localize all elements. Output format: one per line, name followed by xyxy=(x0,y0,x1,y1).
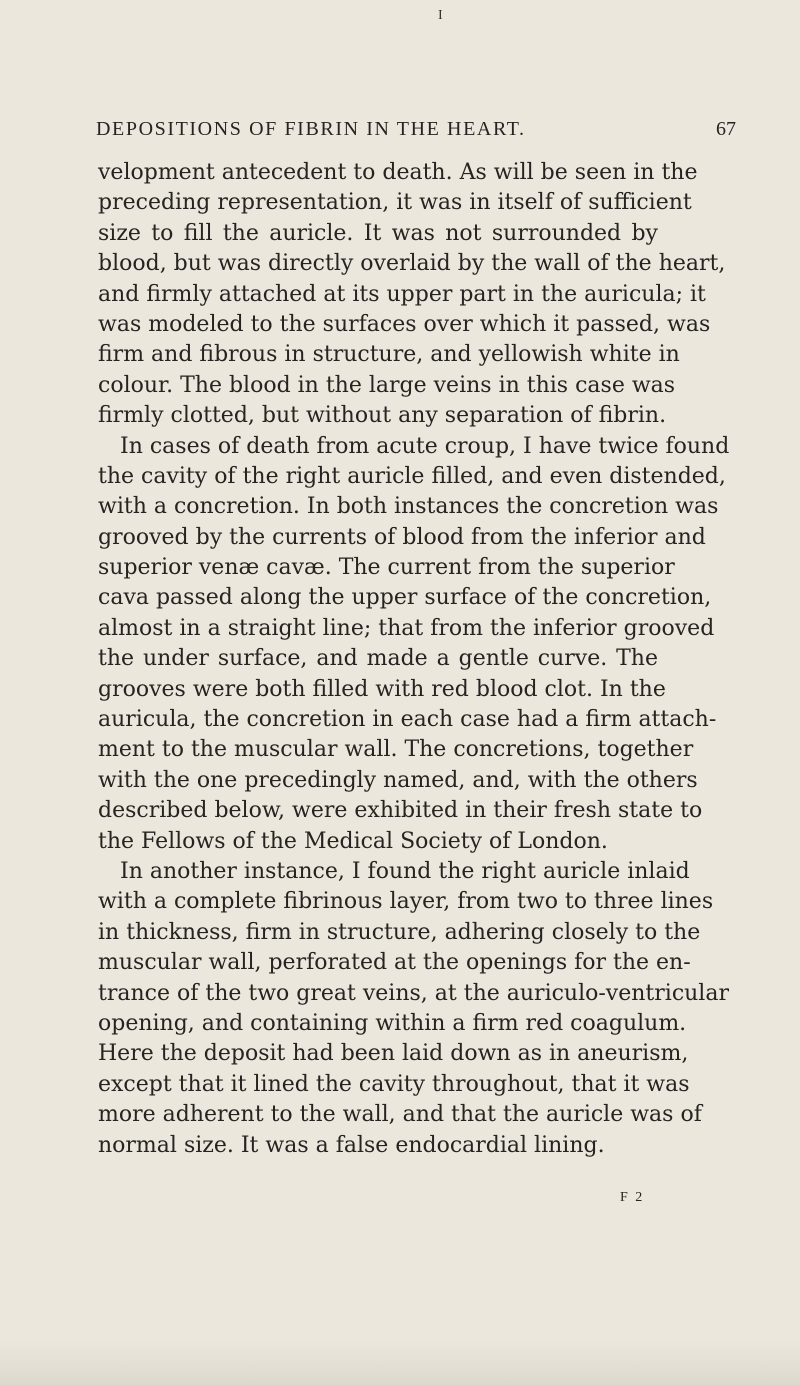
text-line: superior venæ cavæ. The current from the superior xyxy=(98,555,675,581)
text-line: cava passed along the upper surface of the concretion, xyxy=(98,585,712,611)
running-title: DEPOSITIONS OF FIBRIN IN THE HEART. xyxy=(96,118,526,140)
top-mark: I xyxy=(438,8,443,23)
text-line: the under surface, and made a gentle curve. The xyxy=(98,646,658,672)
text-line: almost in a straight line; that from the inferior grooved xyxy=(98,615,715,641)
text-line: opening, and containing within a firm red coagulum. xyxy=(98,1010,687,1036)
text-line: with a concretion. In both instances the concretion was xyxy=(98,494,719,520)
text-line: muscular wall, perforated at the openings for the en- xyxy=(98,950,691,976)
page-number: 67 xyxy=(716,118,736,140)
text-line: In another instance, I found the right auricle inlaid xyxy=(120,858,690,884)
text-line: blood, but was directly overlaid by the wall of the heart, xyxy=(98,251,726,277)
page-edge-shadow xyxy=(0,1340,800,1385)
text-line: normal size. It was a false endocardial lining. xyxy=(98,1132,605,1158)
text-line: the Fellows of the Medical Society of London. xyxy=(98,828,608,854)
text-line: described below, were exhibited in their fresh state to xyxy=(98,798,703,824)
text-line: was modeled to the surfaces over which it passed, was xyxy=(98,311,711,337)
text-line: Here the deposit had been laid down as in aneurism, xyxy=(98,1041,689,1067)
text-line: except that it lined the cavity throughout, that it was xyxy=(98,1071,690,1097)
text-line: In cases of death from acute croup, I have twice found xyxy=(120,433,730,459)
body-text xyxy=(98,158,730,1161)
text-line: auricula, the concretion in each case had a firm attach- xyxy=(98,707,717,733)
text-line: ment to the muscular wall. The concretions, together xyxy=(98,737,694,763)
text-line: the cavity of the right auricle filled, and even distended, xyxy=(98,463,726,489)
text-line: with the one precedingly named, and, with the others xyxy=(98,767,698,793)
text-line: firm and fibrous in structure, and yellowish white in xyxy=(98,342,680,368)
text-line: grooves were both filled with red blood clot. In the xyxy=(98,676,666,702)
text-line: trance of the two great veins, at the auriculo-ventricular xyxy=(98,980,729,1006)
text-line: with a complete fibrinous layer, from two to three lines xyxy=(98,889,714,915)
text-line: and firmly attached at its upper part in the auricula; it xyxy=(98,281,706,307)
text-line: velopment antecedent to death. As will be seen in the xyxy=(98,160,698,185)
text-line: size to fill the auricle. It was not surrounded by xyxy=(98,220,658,246)
text-line: grooved by the currents of blood from the inferior and xyxy=(98,524,706,550)
text-line: preceding representation, it was in itself of sufficient xyxy=(98,190,692,216)
running-head xyxy=(96,118,736,144)
text-line: more adherent to the wall, and that the auricle was of xyxy=(98,1102,702,1128)
text-line: colour. The blood in the large veins in this case was xyxy=(98,372,676,398)
text-line: firmly clotted, but without any separation of fibrin. xyxy=(98,403,667,429)
text-line: in thickness, firm in structure, adhering closely to the xyxy=(98,919,701,945)
signature-mark: F 2 xyxy=(620,1190,645,1205)
